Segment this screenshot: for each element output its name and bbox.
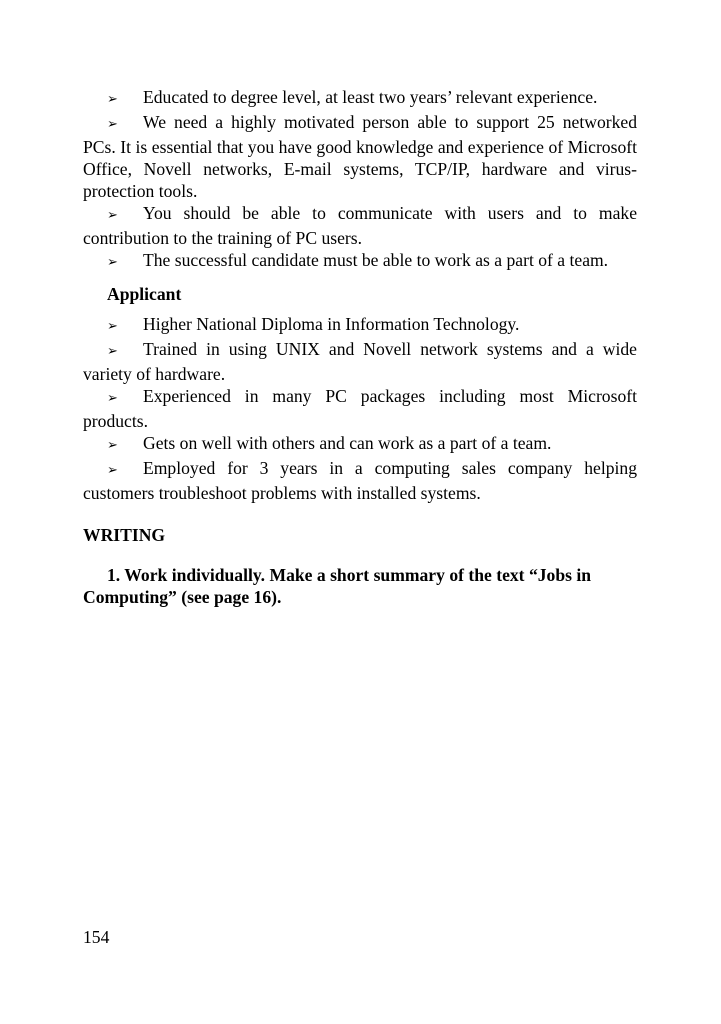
list-item (83, 457, 637, 504)
list-item (83, 313, 637, 338)
list-item (83, 202, 637, 249)
list-item-text: The successful candidate must be able to work as a part of a team. (143, 250, 609, 270)
list-item (83, 432, 637, 457)
arrow-bullet-icon: ➢ (107, 92, 118, 107)
requirements-list (83, 86, 637, 274)
list-item-text: Educated to degree level, at least two years’ relevant experience. (143, 87, 598, 107)
list-item (83, 86, 637, 111)
applicant-list (83, 313, 637, 504)
arrow-bullet-icon: ➢ (107, 117, 118, 132)
arrow-bullet-icon: ➢ (107, 391, 118, 406)
list-item (83, 111, 637, 202)
arrow-bullet-icon: ➢ (107, 344, 118, 359)
applicant-heading: Applicant (107, 284, 182, 304)
list-item (83, 385, 637, 432)
page-number: 154 (83, 927, 110, 947)
arrow-bullet-icon: ➢ (107, 438, 118, 453)
writing-task: 1. Work individually. Make a short summary of the text “Jobs in Computing” (see page 16). (83, 565, 592, 607)
list-item-text: Gets on well with others and can work as a part of a team. (143, 433, 552, 453)
list-item-text: Higher National Diploma in Information Technology. (143, 314, 520, 334)
list-item-text: We need a highly motivated person able to support 25 networked PCs. It is essential that you have good knowledge and experience of Microsoft Office, Novell networks, E-mail systems, TCP/IP, hardware and virus-protection tools. (83, 112, 637, 201)
writing-heading: WRITING (83, 525, 166, 545)
page-body (83, 86, 637, 608)
arrow-bullet-icon: ➢ (107, 319, 118, 334)
list-item (83, 338, 637, 385)
list-item-text: Trained in using UNIX and Novell network systems and a wide variety of hardware. (83, 339, 637, 384)
arrow-bullet-icon: ➢ (107, 208, 118, 223)
arrow-bullet-icon: ➢ (107, 463, 118, 478)
list-item-text: Experienced in many PC packages including most Microsoft products. (83, 386, 637, 431)
list-item-text: You should be able to communicate with users and to make contribution to the training of PC users. (83, 203, 637, 248)
arrow-bullet-icon: ➢ (107, 255, 118, 270)
list-item (83, 249, 637, 274)
list-item-text: Employed for 3 years in a computing sales company helping customers troubleshoot problems with installed systems. (83, 458, 637, 503)
